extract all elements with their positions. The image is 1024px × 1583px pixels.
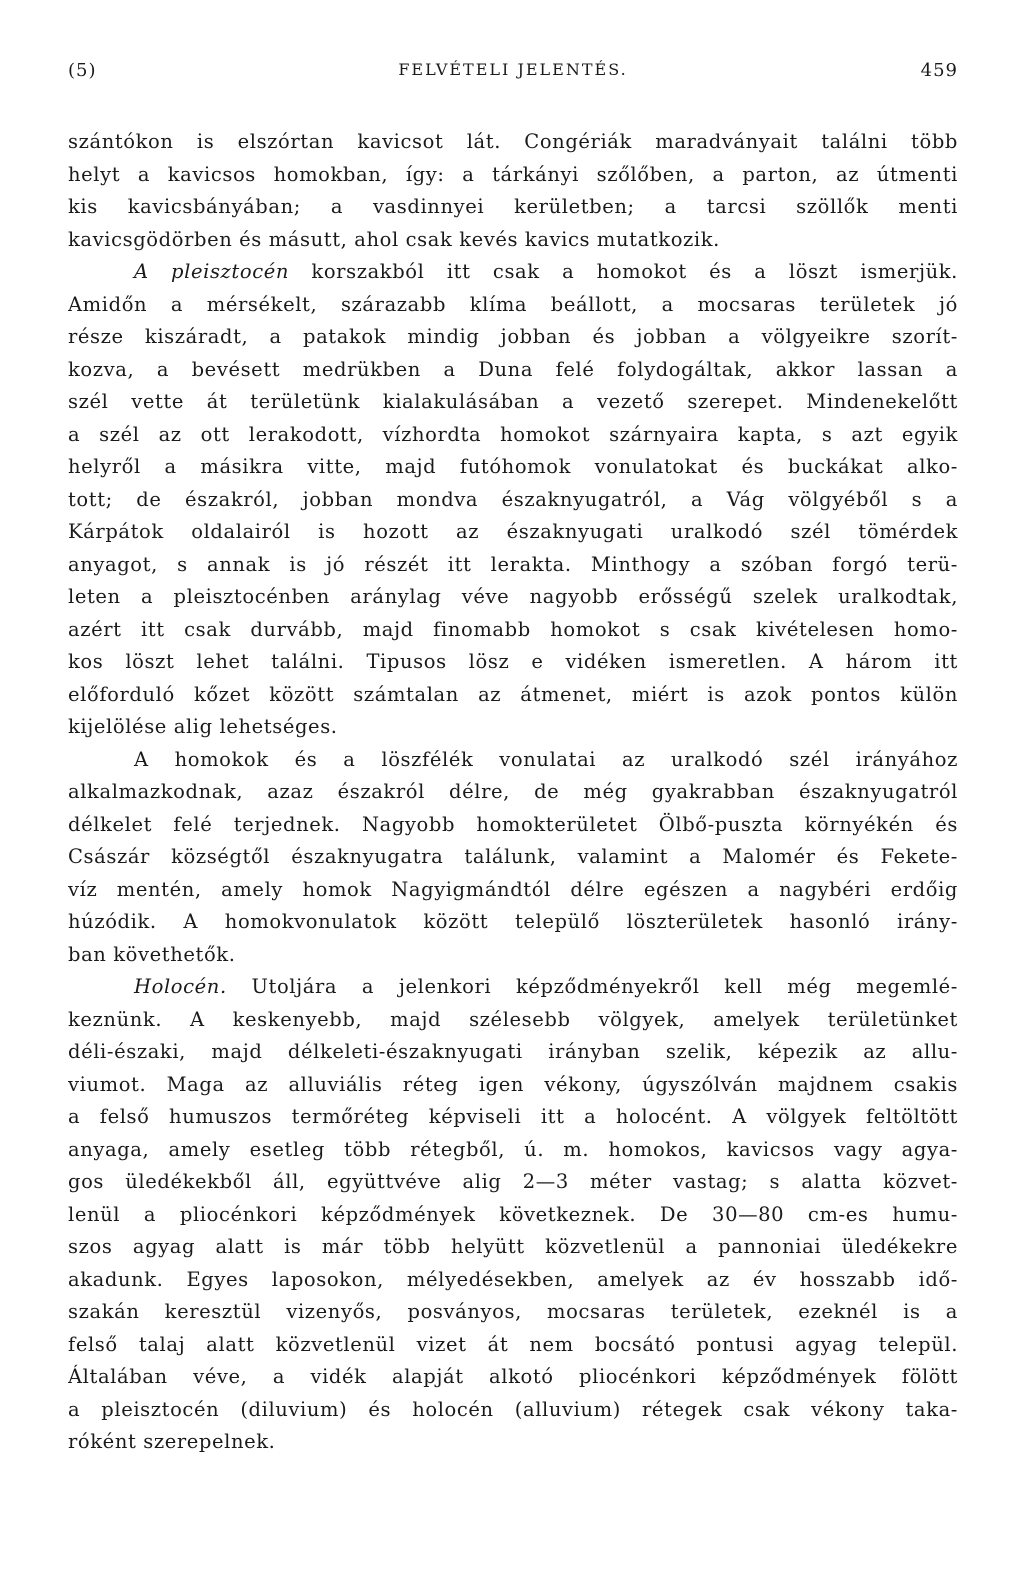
line-text: Amidőn a mérsékelt, szárazabb klíma beállott, a mocsaras területek jó — [68, 292, 958, 316]
line-text: lenül a pliocénkori képződmények következnek. De 30—80 cm-es humu- — [68, 1202, 958, 1226]
line-text: A homokok és a löszfélék vonulatai az uralkodó szél irányához — [134, 747, 958, 771]
line-text: Császár községtől északnyugatra találunk, valamint a Malomér és Fekete- — [68, 845, 958, 868]
text-line — [68, 1069, 958, 1102]
text-line — [68, 126, 958, 159]
line-text: a pleisztocén (diluvium) és holocén (alluvium) rétegek csak vékony taka- — [68, 1397, 958, 1421]
line-text: ban követhetők. — [68, 942, 236, 966]
text-line — [68, 809, 958, 842]
text-line — [68, 711, 958, 744]
line-text: része kiszáradt, a patakok mindig jobban és jobban a völgyeikre szorít- — [68, 325, 958, 348]
line-text: Kárpátok oldalairól is hozott az északnyugati uralkodó szél tömérdek — [68, 520, 958, 543]
line-text: helyről a másikra vitte, majd futóhomok vonulatokat és buckákat alko- — [68, 455, 958, 478]
page-header — [68, 60, 958, 90]
text-line — [68, 1394, 958, 1427]
line-text: szántókon is elszórtan kavicsot lát. Congériák maradványait találni több — [68, 130, 958, 153]
text-line — [68, 224, 958, 257]
text-line — [68, 516, 958, 549]
text-line — [68, 1231, 958, 1264]
text-line — [68, 744, 958, 777]
line-text: azért itt csak durvább, majd finomabb homokot s csak kivételesen homo- — [68, 617, 958, 641]
line-text: szos agyag alatt is már több helyütt közvetlenül a pannoniai üledékekre — [68, 1235, 958, 1258]
text-line — [68, 1199, 958, 1232]
line-text: Utoljára a jelenkori képződményekről kell még megemlé- — [226, 975, 958, 998]
line-text: déli-északi, majd délkeleti-északnyugati irányban szelik, képezik az allu- — [68, 1040, 958, 1063]
text-line — [68, 354, 958, 387]
line-text: a szél az ott lerakodott, vízhordta homokot szárnyaira kapta, s azt egyik — [68, 422, 958, 446]
line-text: róként szerepelnek. — [68, 1430, 276, 1453]
line-text: anyaga, amely esetleg több rétegből, ú. m. homokos, kavicsos vagy agya- — [68, 1137, 958, 1161]
text-line — [68, 939, 958, 972]
line-text: kozva, a bevésett medrükben a Duna felé folydogáltak, akkor lassan a — [68, 357, 958, 381]
line-text: húzódik. A homokvonulatok között települő löszterületek hasonló irány- — [68, 910, 958, 933]
italic-heading: A pleisztocén — [134, 260, 290, 283]
text-line — [68, 581, 958, 614]
text-line — [68, 1134, 958, 1167]
line-text: tott; de északról, jobban mondva északnyugatról, a Vág völgyéből s a — [68, 487, 958, 511]
text-line — [68, 646, 958, 679]
text-line — [68, 386, 958, 419]
running-title: FELVÉTELI JELENTÉS. — [398, 60, 628, 79]
line-text: viumot. Maga az alluviális réteg igen vékony, úgyszólván majdnem csakis — [68, 1072, 958, 1096]
text-line — [68, 549, 958, 582]
text-line — [68, 841, 958, 874]
italic-heading: Holocén. — [134, 975, 227, 998]
line-text: alkalmazkodnak, azaz északról délre, de még gyakrabban északnyugatról — [68, 780, 958, 803]
line-text: felső talaj alatt közvetlenül vizet át nem bocsátó pontusi agyag települ. — [68, 1332, 958, 1356]
line-text: szakán keresztül vizenyős, posványos, mocsaras területek, ezeknél is a — [68, 1300, 958, 1323]
body-text — [68, 126, 958, 1459]
line-text: leten a pleisztocénben aránylag véve nagyobb erősségű szelek uralkodtak, — [68, 585, 958, 608]
line-text: a felső humuszos termőréteg képviseli itt a holocént. A völgyek feltöltött — [68, 1105, 958, 1128]
text-line — [68, 484, 958, 517]
line-text: gos üledékekből áll, együttvéve alig 2—3 méter vastag; s alatta közvet- — [68, 1170, 958, 1193]
line-text: anyagot, s annak is jó részét itt lerakta. Minthogy a szóban forgó terü- — [68, 552, 958, 576]
text-line — [68, 1296, 958, 1329]
line-text: keznünk. A keskenyebb, majd szélesebb völgyek, amelyek területünket — [68, 1007, 958, 1031]
text-line — [68, 776, 958, 809]
text-line — [68, 874, 958, 907]
text-line — [68, 256, 958, 289]
line-text: délkelet felé terjednek. Nagyobb homokterületet Ölbő-puszta környékén és — [68, 812, 958, 836]
text-line — [68, 289, 958, 322]
line-text: előforduló kőzet között számtalan az átmenet, miért is azok pontos külön — [68, 682, 958, 706]
line-text: víz mentén, amely homok Nagyigmándtól délre egészen a nagybéri erdőig — [68, 877, 958, 901]
text-line — [68, 614, 958, 647]
line-text: akadunk. Egyes laposokon, mélyedésekben, amelyek az év hosszabb idő- — [68, 1267, 958, 1291]
section-number: (5) — [68, 60, 97, 81]
text-line — [68, 321, 958, 354]
text-line — [68, 1004, 958, 1037]
line-text: kavicsgödörben és másutt, ahol csak kevés kavics mutatkozik. — [68, 227, 720, 251]
text-line — [68, 1101, 958, 1134]
text-line — [68, 1036, 958, 1069]
text-line — [68, 1166, 958, 1199]
line-text: helyt a kavicsos homokban, így: a tárkányi szőlőben, a parton, az útmenti — [68, 162, 958, 186]
text-line — [68, 971, 958, 1004]
line-text: korszakból itt csak a homokot és a löszt ismerjük. — [289, 260, 958, 283]
text-line — [68, 906, 958, 939]
text-line — [68, 1361, 958, 1394]
line-text: kis kavicsbányában; a vasdinnyei kerületben; a tarcsi szöllők menti — [68, 195, 958, 218]
text-line — [68, 191, 958, 224]
page-number: 459 — [920, 60, 958, 81]
line-text: kijelölése alig lehetséges. — [68, 715, 338, 738]
text-line — [68, 1426, 958, 1459]
text-line — [68, 451, 958, 484]
text-line — [68, 419, 958, 452]
line-text: Általában véve, a vidék alapját alkotó pliocénkori képződmények fölött — [68, 1365, 958, 1388]
text-line — [68, 159, 958, 192]
line-text: kos löszt lehet találni. Tipusos lösz e vidéken ismeretlen. A három itt — [68, 650, 958, 673]
text-line — [68, 1329, 958, 1362]
text-line — [68, 679, 958, 712]
text-line — [68, 1264, 958, 1297]
line-text: szél vette át területünk kialakulásában a vezető szerepet. Mindenekelőtt — [68, 390, 958, 413]
